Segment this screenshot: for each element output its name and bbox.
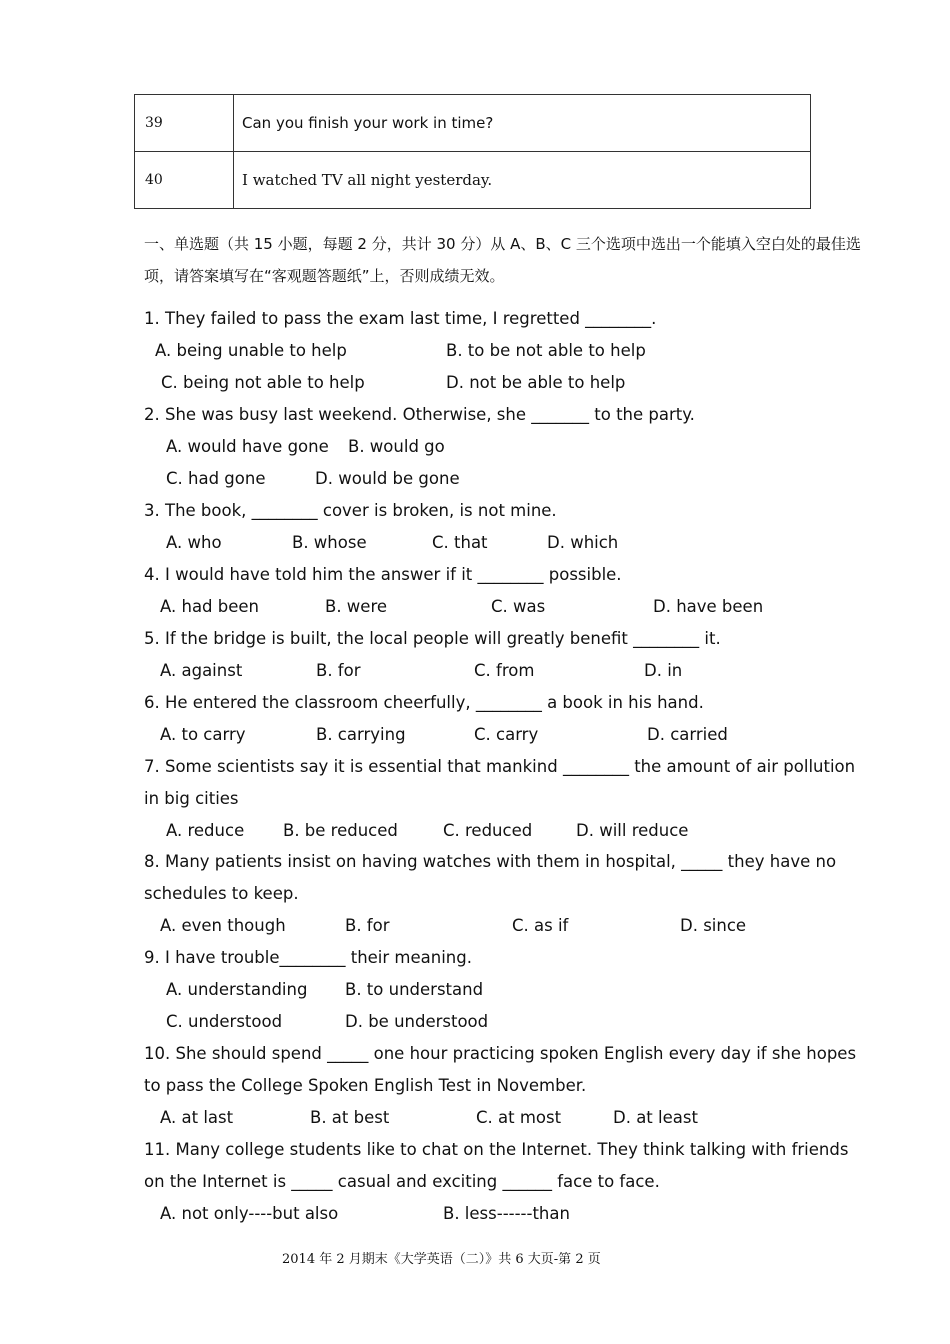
section-instruction: 一、单选题（共 15 小题，每题 2 分，共计 30 分）从 A、B、C 三个选项中选出一个能填入空白处的最佳选项，请答案填写在“客观题答题纸”上，否则成绩无效。 <box>144 235 861 285</box>
question-stem: 8. Many patients insist on having watches with them in hospital, _____ they have no <box>144 852 837 871</box>
option-d: D. not be able to help <box>446 373 626 392</box>
question-stem-continued: on the Internet is _____ casual and exciting ______ face to face. <box>144 1172 660 1191</box>
option-b: B. for <box>345 916 390 935</box>
row-sentence: Can you finish your work in time? <box>234 95 811 152</box>
option-a: A. even though <box>160 916 286 935</box>
option-c: C. being not able to help <box>161 373 365 392</box>
question-stem: 11. Many college students like to chat on the Internet. They think talking with friends <box>144 1140 849 1159</box>
question-stem: 4. I would have told him the answer if it ________ possible. <box>144 565 622 584</box>
question-stem-continued: to pass the College Spoken English Test in November. <box>144 1076 587 1095</box>
option-c: C. from <box>474 661 535 680</box>
row-number: 40 <box>135 152 234 209</box>
question-stem: 7. Some scientists say it is essential that mankind ________ the amount of air pollution <box>144 757 856 776</box>
option-d: D. will reduce <box>576 821 689 840</box>
option-d: D. which <box>547 533 619 552</box>
option-c: C. was <box>491 597 546 616</box>
row-sentence: I watched TV all night yesterday. <box>234 152 811 209</box>
option-d: D. carried <box>647 725 728 744</box>
option-c: C. reduced <box>443 821 533 840</box>
option-d: D. at least <box>613 1108 698 1127</box>
option-a: A. who <box>166 533 222 552</box>
option-b: B. would go <box>348 437 445 456</box>
option-a: A. had been <box>160 597 260 616</box>
page-footer: 2014 年 2 月期末《大学英语（二）》共 6 大页-第 2 页 <box>282 1252 601 1267</box>
question-stem: 3. The book, ________ cover is broken, is not mine. <box>144 501 557 520</box>
option-c: C. at most <box>476 1108 562 1127</box>
option-d: D. would be gone <box>315 469 460 488</box>
table-row <box>135 95 811 152</box>
question-stem-continued: schedules to keep. <box>144 884 299 903</box>
row-number: 39 <box>135 95 234 152</box>
option-a: A. being unable to help <box>155 341 347 360</box>
question-stem: 1. They failed to pass the exam last time, I regretted ________. <box>144 309 657 328</box>
option-a: A. to carry <box>160 725 246 744</box>
option-c: C. that <box>432 533 488 552</box>
question-stem: 2. She was busy last weekend. Otherwise, she _______ to the party. <box>144 405 695 424</box>
option-c: C. as if <box>512 916 569 935</box>
option-d: D. have been <box>653 597 764 616</box>
option-a: A. not only----but also <box>160 1204 339 1223</box>
option-a: A. reduce <box>166 821 245 840</box>
option-b: B. whose <box>292 533 367 552</box>
option-b: B. to understand <box>345 980 484 999</box>
option-d: D. in <box>644 661 683 680</box>
option-c: C. understood <box>166 1012 283 1031</box>
option-b: B. to be not able to help <box>446 341 646 360</box>
option-b: B. at best <box>310 1108 390 1127</box>
option-b: B. carrying <box>316 725 406 744</box>
option-b: B. for <box>316 661 361 680</box>
option-b: B. less------than <box>443 1204 570 1223</box>
answer-table <box>134 94 811 209</box>
option-c: C. had gone <box>166 469 266 488</box>
option-b: B. were <box>325 597 388 616</box>
option-a: A. against <box>160 661 243 680</box>
question-stem-continued: in big cities <box>144 789 239 808</box>
question-stem: 10. She should spend _____ one hour practicing spoken English every day if she hopes <box>144 1044 857 1063</box>
question-stem: 6. He entered the classroom cheerfully, ________ a book in his hand. <box>144 693 704 712</box>
question-stem: 5. If the bridge is built, the local people will greatly benefit ________ it. <box>144 629 721 648</box>
option-a: A. would have gone <box>166 437 329 456</box>
option-d: D. be understood <box>345 1012 489 1031</box>
table-row <box>135 152 811 209</box>
option-a: A. understanding <box>166 980 308 999</box>
question-stem: 9. I have trouble________ their meaning. <box>144 948 472 967</box>
option-b: B. be reduced <box>283 821 398 840</box>
option-d: D. since <box>680 916 747 935</box>
option-c: C. carry <box>474 725 539 744</box>
option-a: A. at last <box>160 1108 234 1127</box>
